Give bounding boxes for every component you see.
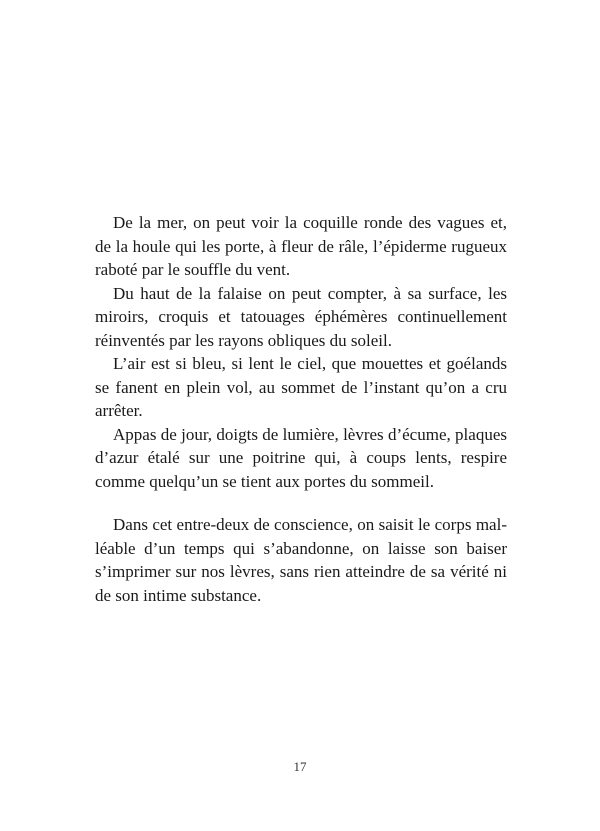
paragraph-consciousness: Dans cet entre-deux de conscience, on saisit le corps malléable d’un temps qui s’abandonne, on laisse son baiser s’imprimer sur nos lèvres, sans rien atteindre de sa vérité ni de son intime substance. bbox=[95, 515, 507, 605]
prose-section-2 bbox=[95, 513, 507, 607]
paragraph-air-blue: L’air est si bleu, si lent le ciel, que mouettes et goélands se fanent en plein vol, au sommet de l’instant qu’on a cru arrêter. bbox=[95, 354, 507, 420]
paragraph-cliff: Du haut de la falaise on peut compter, à sa surface, les miroirs, croquis et tatouages éphémères continuellement réinventés par les rayons obliques du soleil. bbox=[95, 283, 507, 350]
paragraph-daylight: Appas de jour, doigts de lumière, lèvres d’écume, plaques d’azur étalé sur une poitrine qui, à coups lents, respire comme quelqu’un se tient aux portes du sommeil. bbox=[95, 424, 507, 491]
paragraph-sea-waves: De la mer, on peut voir la coquille ronde des vagues et, de la houle qui les porte, à fleur de râle, l’épiderme rugueux raboté par le souffle du vent. bbox=[95, 213, 507, 279]
prose-section-1 bbox=[95, 211, 507, 493]
page-number: 17 bbox=[293, 759, 307, 774]
